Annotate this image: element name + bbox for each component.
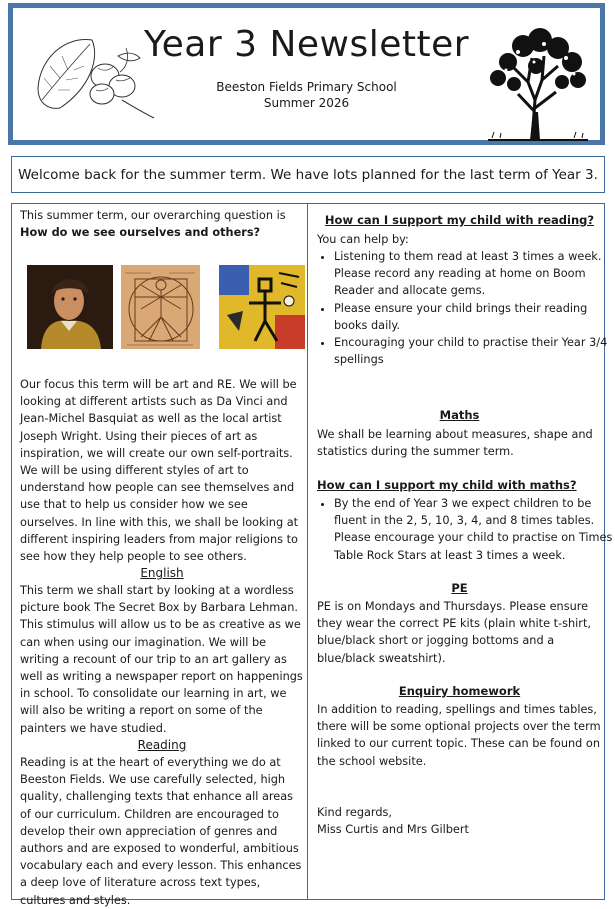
focus-paragraph: Our focus this term will be art and RE. We will be looking at different artists such as Da Vinci and Jean-Michel Basquiat as well as the local artist Joseph Wright. Using their pieces of art as inspiration, we will create our own self-portraits. We will be using different styles of art to understand how people can see themselves and use that to help us consider how we see ourselves. In line with this, we shall be looking at different inspiring leaders from major religions to see how they help people to see others.: [20, 378, 299, 564]
pe-heading: PE: [451, 581, 468, 595]
intro-question: How do we see ourselves and others?: [20, 226, 261, 240]
maths-heading: Maths: [439, 408, 480, 422]
right-column: [307, 203, 613, 900]
signature: Miss Curtis and Mrs Gilbert: [317, 823, 469, 836]
list-item: • Please ensure your child brings their reading books daily.: [334, 300, 615, 334]
list-item: • Encouraging your child to practise their Year 3/4 spellings: [334, 334, 615, 368]
tree-illustration: [478, 22, 598, 144]
newsletter-header: [8, 3, 605, 145]
reading-paragraph: Reading is at the heart of everything we do at Beeston Fields. We use carefully selected, high quality, challenging texts that enhance all areas of our curriculum. Children are encouraged to develop their own appreciation of genres and authors and are exposed to wonderful, ambitious vocabulary each and every lesson. This enhances a deep love of literature across text types, cultures and styles.: [20, 756, 302, 907]
basquiat-painting: [219, 265, 305, 349]
maths-support-list: [317, 495, 615, 564]
reading-heading: Reading: [137, 738, 187, 752]
newsletter-title: Year 3 Newsletter: [143, 24, 470, 65]
signoff: Kind regards,: [317, 806, 393, 819]
vitruvian-man-drawing: [121, 265, 200, 349]
pe-paragraph: PE is on Mondays and Thursdays. Please ensure they wear the correct PE kits (plain white t-shirt, blue/black short or jogging bottoms and a blue/black sweatshirt).: [317, 600, 591, 665]
enquiry-heading: Enquiry homework: [398, 684, 521, 698]
list-item: • Listening to them read at least 3 times a week. Please record any reading at home on Boom Reader and allocate gems.: [334, 248, 615, 300]
welcome-banner: Welcome back for the summer term. We have lots planned for the last term of Year 3.: [11, 156, 605, 193]
self-portrait-painting: [27, 265, 113, 349]
english-paragraph: This term we shall start by looking at a wordless picture book The Secret Box by Barbara Lehman. This stimulus will allow us to be as creative as we can when using our imagination. We will be writing a recount of our trip to an art gallery as well as writing a newspaper report on happenings in school. To consolidate our learning in art, we will also be writing a report on some of the painters we have studied.: [20, 584, 303, 735]
left-column: [11, 203, 308, 907]
intro-line: This summer term, our overarching question is: [20, 209, 286, 222]
reading-support-heading: How can I support my child with reading?: [324, 213, 595, 227]
term-label: Summer 2026: [263, 96, 350, 110]
reading-support-list: [317, 248, 615, 368]
intro: [20, 207, 304, 241]
school-name: Beeston Fields Primary School: [216, 80, 397, 94]
enquiry-paragraph: In addition to reading, spellings and times tables, there will be some optional projects over the term linked to our current topic. These can be found on the school website.: [317, 703, 601, 768]
english-heading: English: [140, 566, 184, 580]
maths-paragraph: We shall be learning about measures, shape and statistics during the summer term.: [317, 428, 593, 459]
maths-support-heading: How can I support my child with maths?: [317, 478, 577, 492]
list-item: • By the end of Year 3 we expect children to be fluent in the 2, 5, 10, 3, 4, and 8 times tables. Please encourage your child to practise on Times Table Rock Stars at least 3 times a week.: [334, 495, 615, 564]
reading-support-intro: You can help by:: [317, 233, 409, 246]
